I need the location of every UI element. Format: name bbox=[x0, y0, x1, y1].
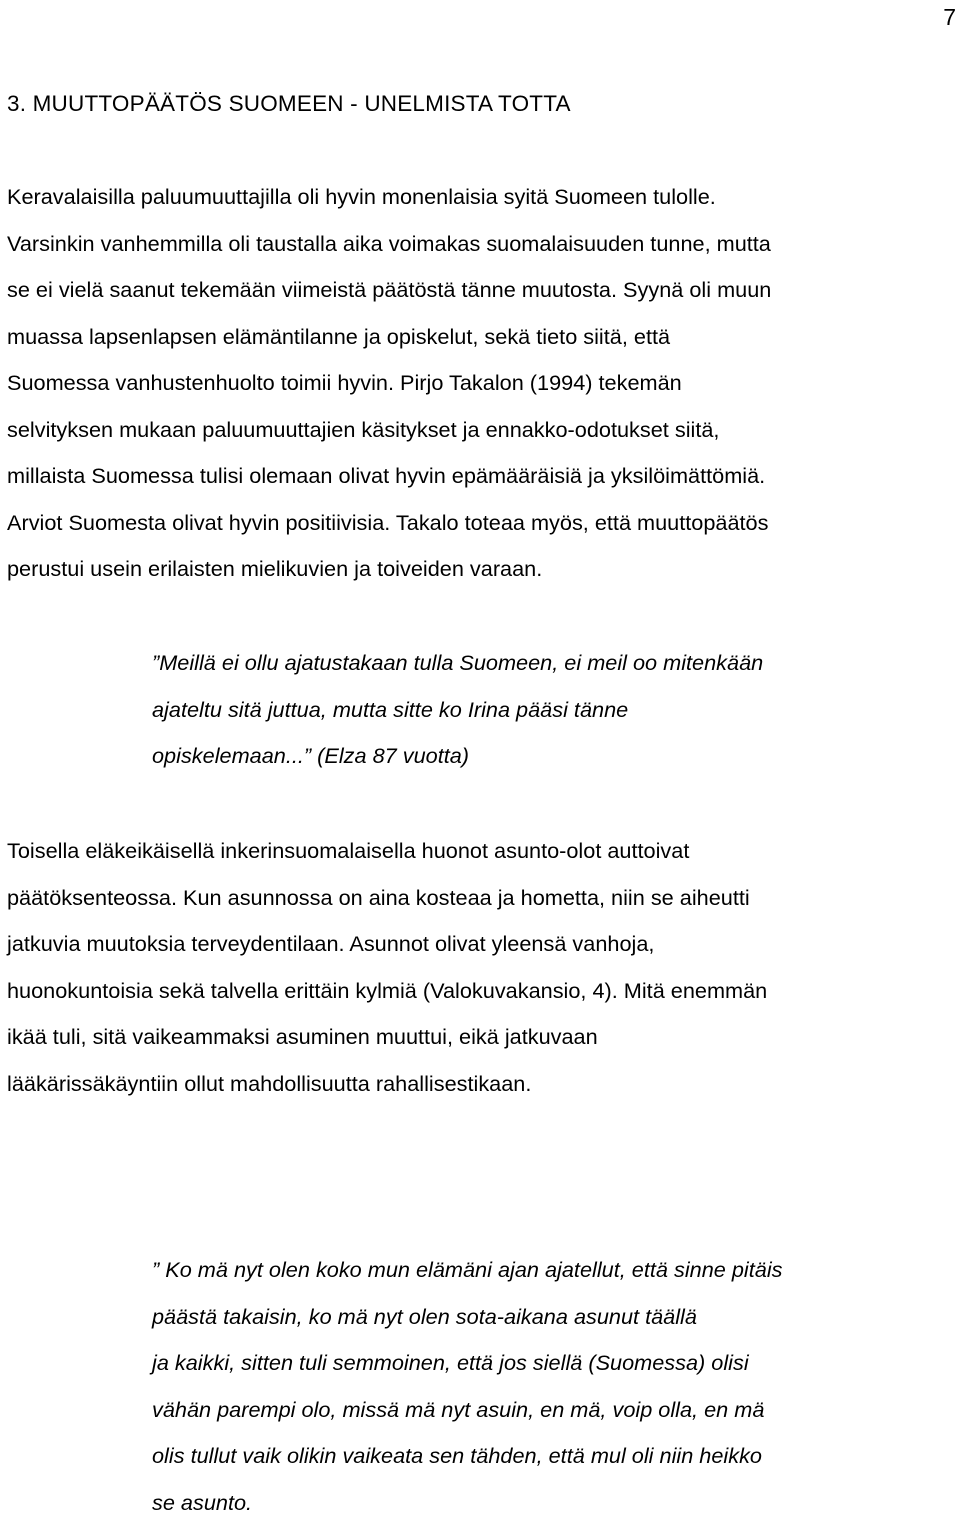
chapter-heading: 3. MUUTTOPÄÄTÖS SUOMEEN - UNELMISTA TOTTA bbox=[7, 88, 947, 120]
paragraph-line: Toisella eläkeikäisellä inkerinsuomalaisella huonot asunto-olot auttoivat bbox=[7, 828, 957, 875]
quote-line: päästä takaisin, ko mä nyt olen sota-aikana asunut täällä bbox=[152, 1294, 942, 1341]
paragraph-line: päätöksenteossa. Kun asunnossa on aina kosteaa ja hometta, niin se aiheutti bbox=[7, 875, 957, 922]
paragraph-line: huonokuntoisia sekä talvella erittäin kylmiä (Valokuvakansio, 4). Mitä enemmän bbox=[7, 968, 957, 1015]
paragraph-line: lääkärissäkäyntiin ollut mahdollisuutta rahallisestikaan. bbox=[7, 1061, 957, 1108]
quote-line: olis tullut vaik olikin vaikeata sen tähden, että mul oli niin heikko bbox=[152, 1433, 942, 1480]
paragraph-line: Varsinkin vanhemmilla oli taustalla aika voimakas suomalaisuuden tunne, mutta bbox=[7, 221, 957, 268]
paragraph-line: jatkuvia muutoksia terveydentilaan. Asunnot olivat yleensä vanhoja, bbox=[7, 921, 957, 968]
quote-line: opiskelemaan...” (Elza 87 vuotta) bbox=[152, 733, 942, 780]
paragraph-line: perustui usein erilaisten mielikuvien ja toiveiden varaan. bbox=[7, 546, 957, 593]
paragraph-line: ikää tuli, sitä vaikeammaksi asuminen muuttui, eikä jatkuvaan bbox=[7, 1014, 957, 1061]
quote-line: ” Ko mä nyt olen koko mun elämäni ajan ajatellut, että sinne pitäis bbox=[152, 1247, 942, 1294]
paragraph-line: Keravalaisilla paluumuuttajilla oli hyvin monenlaisia syitä Suomeen tulolle. bbox=[7, 174, 957, 221]
page-number: 7 bbox=[943, 2, 956, 32]
paragraph-line: se ei vielä saanut tekemään viimeistä päätöstä tänne muutosta. Syynä oli muun bbox=[7, 267, 957, 314]
paragraph-line: Suomessa vanhustenhuolto toimii hyvin. Pirjo Takalon (1994) tekemän bbox=[7, 360, 957, 407]
paragraph-1 bbox=[7, 174, 957, 593]
quote-line: vähän parempi olo, missä mä nyt asuin, en mä, voip olla, en mä bbox=[152, 1387, 942, 1434]
quote-1 bbox=[152, 640, 942, 780]
quote-2 bbox=[152, 1247, 942, 1526]
quote-line: ajateltu sitä juttua, mutta sitte ko Irina pääsi tänne bbox=[152, 687, 942, 734]
quote-line: se asunto. bbox=[152, 1480, 942, 1526]
paragraph-line: millaista Suomessa tulisi olemaan olivat hyvin epämääräisiä ja yksilöimättömiä. bbox=[7, 453, 957, 500]
paragraph-line: Arviot Suomesta olivat hyvin positiivisia. Takalo toteaa myös, että muuttopäätös bbox=[7, 500, 957, 547]
quote-line: ja kaikki, sitten tuli semmoinen, että jos siellä (Suomessa) olisi bbox=[152, 1340, 942, 1387]
paragraph-line: muassa lapsenlapsen elämäntilanne ja opiskelut, sekä tieto siitä, että bbox=[7, 314, 957, 361]
paragraph-line: selvityksen mukaan paluumuuttajien käsitykset ja ennakko-odotukset siitä, bbox=[7, 407, 957, 454]
quote-line: ”Meillä ei ollu ajatustakaan tulla Suomeen, ei meil oo mitenkään bbox=[152, 640, 942, 687]
paragraph-2 bbox=[7, 828, 957, 1107]
